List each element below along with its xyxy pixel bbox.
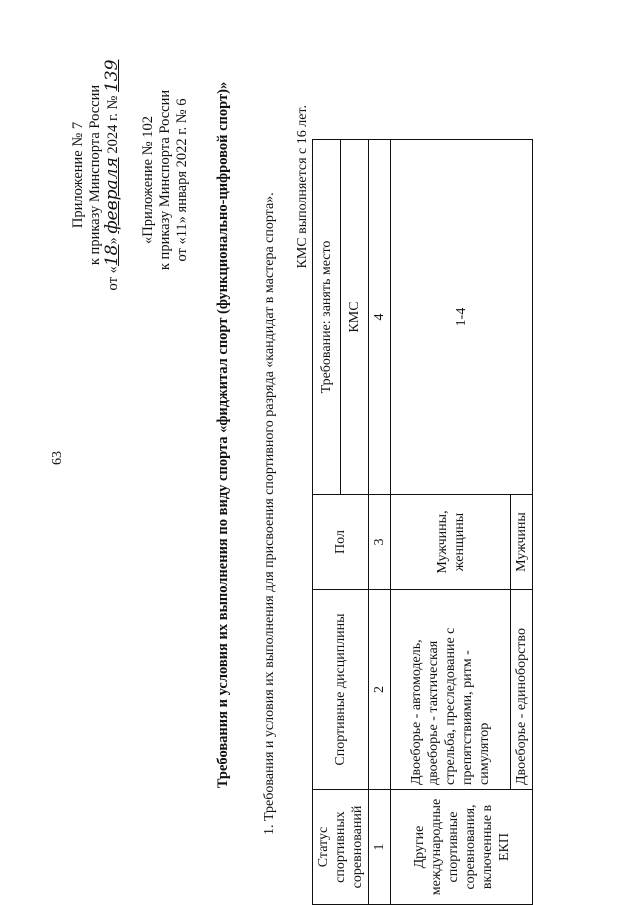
document-title: Требования и условия их выполнения по виду спорта «фиджитал спорт (функционально-цифровой спорт)» xyxy=(215,81,231,789)
old-order-line: к приказу Минспорта России xyxy=(157,89,173,271)
discipline-cell: Двоеборье - единоборство xyxy=(511,590,533,790)
header-status: Статус спортивных соревнований xyxy=(313,790,369,905)
gender-cell: Мужчины, женщины xyxy=(391,495,511,590)
section-heading: 1. Требования и условия их выполнения для присвоения спортивного разряда «кандидат в мастера спорта». xyxy=(262,192,277,835)
old-date-line: от «11» января 2022 г. № 6 xyxy=(174,98,190,262)
header-gender: Пол xyxy=(313,495,369,590)
status-cell: Другие международные спортивные соревнования, включенные в ЕКП xyxy=(391,790,533,905)
handwritten-number: 139 xyxy=(102,59,122,93)
old-appendix-header xyxy=(140,30,191,330)
date-prefix: от « xyxy=(105,266,121,291)
column-number: 4 xyxy=(369,140,391,495)
column-number: 2 xyxy=(369,590,391,790)
handwritten-day: 18 xyxy=(102,244,122,267)
handwritten-month: февраля xyxy=(102,157,122,234)
column-number: 3 xyxy=(369,495,391,590)
column-number: 1 xyxy=(369,790,391,905)
header-requirement: Требование: занять место xyxy=(313,140,341,495)
old-appendix-line: «Приложение № 102 xyxy=(140,116,156,244)
date-line xyxy=(104,15,122,335)
age-note: КМС выполняется с 16 лет. xyxy=(295,105,310,269)
header-kms: КМС xyxy=(341,140,369,495)
appendix-line: Приложение № 7 xyxy=(70,121,86,229)
header-disciplines: Спортивные дисциплины xyxy=(313,590,369,790)
appendix-header xyxy=(70,15,122,335)
discipline-cell: Двоеборье - автомодель, двоеборье - тактическая стрельба, преследование с препятствиями, ритм - симулятор xyxy=(391,590,511,790)
requirements-table xyxy=(312,139,533,905)
date-mid: » xyxy=(105,237,121,245)
order-line: к приказу Минспорта России xyxy=(87,84,103,266)
place-cell: 1-4 xyxy=(391,140,533,495)
year-part: 2024 г. № xyxy=(105,95,121,154)
page-number: 63 xyxy=(50,451,65,465)
gender-cell: Мужчины xyxy=(511,495,533,590)
